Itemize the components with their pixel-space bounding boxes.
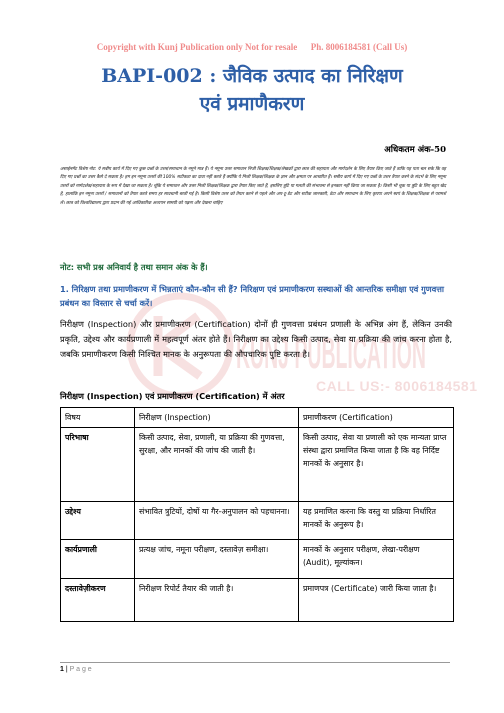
- table-row: [61, 540, 454, 579]
- certification-cell: प्रमाणपत्र (Certificate) जारी किया जाता है।: [299, 579, 454, 622]
- certification-cell: किसी उत्पाद, सेवा या प्रणाली को एक मान्यता प्राप्त संस्था द्वारा प्रमाणित किया जाता है कि वह निर्दिष्ट मानकों के अनुसार है।: [299, 428, 454, 502]
- copyright-notice: Copyright with Kunj Publication only Not for resale Ph. 8006184581 (Call Us): [96, 42, 408, 52]
- table-heading: निरीक्षण (Inspection) एवं प्रमाणीकरण (Certification) में अंतर: [60, 391, 285, 401]
- watermark-phone: CALL US:- 8006184581: [316, 378, 478, 394]
- inspection-cell: किसी उत्पाद, सेवा, प्रणाली, या प्रक्रिया की गुणवत्ता, सुरक्षा, और मानकों की जांच की जाती है।: [135, 428, 299, 502]
- header-cell: निरीक्षण (Inspection): [135, 408, 299, 428]
- note-text: नोट: सभी प्रश्न अनिवार्य है तथा समान अंक के हैं।: [60, 262, 208, 272]
- row-label: कार्यप्रणाली: [61, 540, 135, 579]
- page-label: P a g e: [69, 666, 92, 673]
- question-text: 1. निरिक्षण तथा प्रमाणीकरण में भिन्नताएं कौन-कौन सी हैं? निरिक्षण एवं प्रमाणीकरण सस्थाओं की आन्तरिक समीक्षा एवं गुणवत्ता प्रबंधन का विस्तार से चर्चा करें।: [60, 284, 445, 308]
- table-row: [61, 428, 454, 502]
- table-header-row: [61, 408, 454, 428]
- comparison-table: [60, 407, 454, 622]
- title-line-1: BAPI-002 : जैविक उत्पाद का निरिक्षण: [101, 65, 403, 87]
- row-label: दस्तावेज़ीकरण: [61, 579, 135, 622]
- header-cell: विषय: [61, 408, 135, 428]
- watermark-brand: KUNJ PUBLICATION: [236, 329, 426, 378]
- page-footer: [60, 662, 450, 673]
- answer-paragraph: निरीक्षण (Inspection) और प्रमाणीकरण (Certification) दोनों ही गुणवत्ता प्रबंधन प्रणाली के अभिन्न अंग हैं, लेकिन उनकी प्रकृति, उद्देश्य और कार्यप्रणाली में महत्वपूर्ण अंतर होते हैं। निरीक्षण का उद्देश्य किसी उत्पाद, सेवा या प्रक्रिया की जांच करना होता है, जबकि प्रमाणीकरण किसी निश्चित मानक के अनुरूपता की औपचारिक पुष्टि करता है।: [60, 319, 452, 360]
- inspection-cell: निरीक्षण रिपोर्ट तैयार की जाती है।: [135, 579, 299, 622]
- page-title: [0, 62, 504, 118]
- max-marks: अधिकतम अंक-50: [384, 145, 446, 155]
- row-label: परिभाषा: [61, 428, 135, 502]
- inspection-cell: संभावित त्रुटियों, दोषों या गैर-अनुपालन को पहचानना।: [135, 502, 299, 540]
- table-row: [61, 502, 454, 540]
- row-label: उद्देश्य: [61, 502, 135, 540]
- footer-separator: |: [63, 666, 70, 673]
- table-row: [61, 579, 454, 622]
- header-cell: प्रमाणीकरण (Certification): [299, 408, 454, 428]
- certification-cell: मानकों के अनुसार परीक्षण, लेखा-परीक्षण (Audit), मूल्यांकन।: [299, 540, 454, 579]
- title-line-2: एवं प्रमाणैकरण: [199, 93, 305, 115]
- page-number: 1: [60, 666, 64, 673]
- inspection-cell: प्रत्यक्ष जांच, नमूना परीक्षण, दस्तावेज़ समीक्षा।: [135, 540, 299, 579]
- disclaimer-text: असाईनमेंट विशेष नोट: ये सबीय कार्य में दिए गए कुछ प्रश्नों के उत्तर/समाधान के नमूने मात्र हैं। ये नमूना उत्तर समाधान निजी शिक्षक/शिक्षक/लेखकों द्वारा छात्र की सहायता और मार्गदर्शन के लिए तैयार किए जाते हैं ताकि यह पता चल सके कि वह दिए गए प्रश्नों का उत्तर कैसे दे सकता है। हम इन नमूना उत्तरों की 100% सटीकता का दावा नहीं करते हैं क्योंकि ये निजी शिक्षक/शिक्षक के ज्ञान और क्षमता पर आधारित हैं। सबीय कार्य में दिए गए प्रश्नों के उत्तर तैयार करने के संदर्भ के लिए नमूना उत्तरों को मार्गदर्शक/सहायता के रूप में देखा जा सकता है। चूंकि ये समाधान और उत्तर निजी शिक्षक/शिक्षक द्वारा तैयार किए जाते हैं, इसलिए त्रुटि या गलती की संभावना से इनकार नहीं किया जा सकता है। किसी भी चूक या त्रुटि के लिए बहुत खेद है, हालांकि इन नमूना उत्तरों / समाधानों को तैयार करते समय हर सावधानी बरती गई है। किसी विशेष उत्तर को तैयार करने से पहले और अप-टू-डेट और सटीक जानकारी, डेटा और समाधान के लिए कृपया अपने स्वयं के शिक्षक/शिक्षक से परामर्श लें। छात्र को विश्वविद्यालय द्वारा प्रदान की गई आधिकारिक अध्ययन सामग्री को पढ़ना और देखना चाहिए: [60, 167, 446, 206]
- certification-cell: यह प्रमाणित करना कि वस्तु या प्रक्रिया निर्धारित मानकों के अनुरूप है।: [299, 502, 454, 540]
